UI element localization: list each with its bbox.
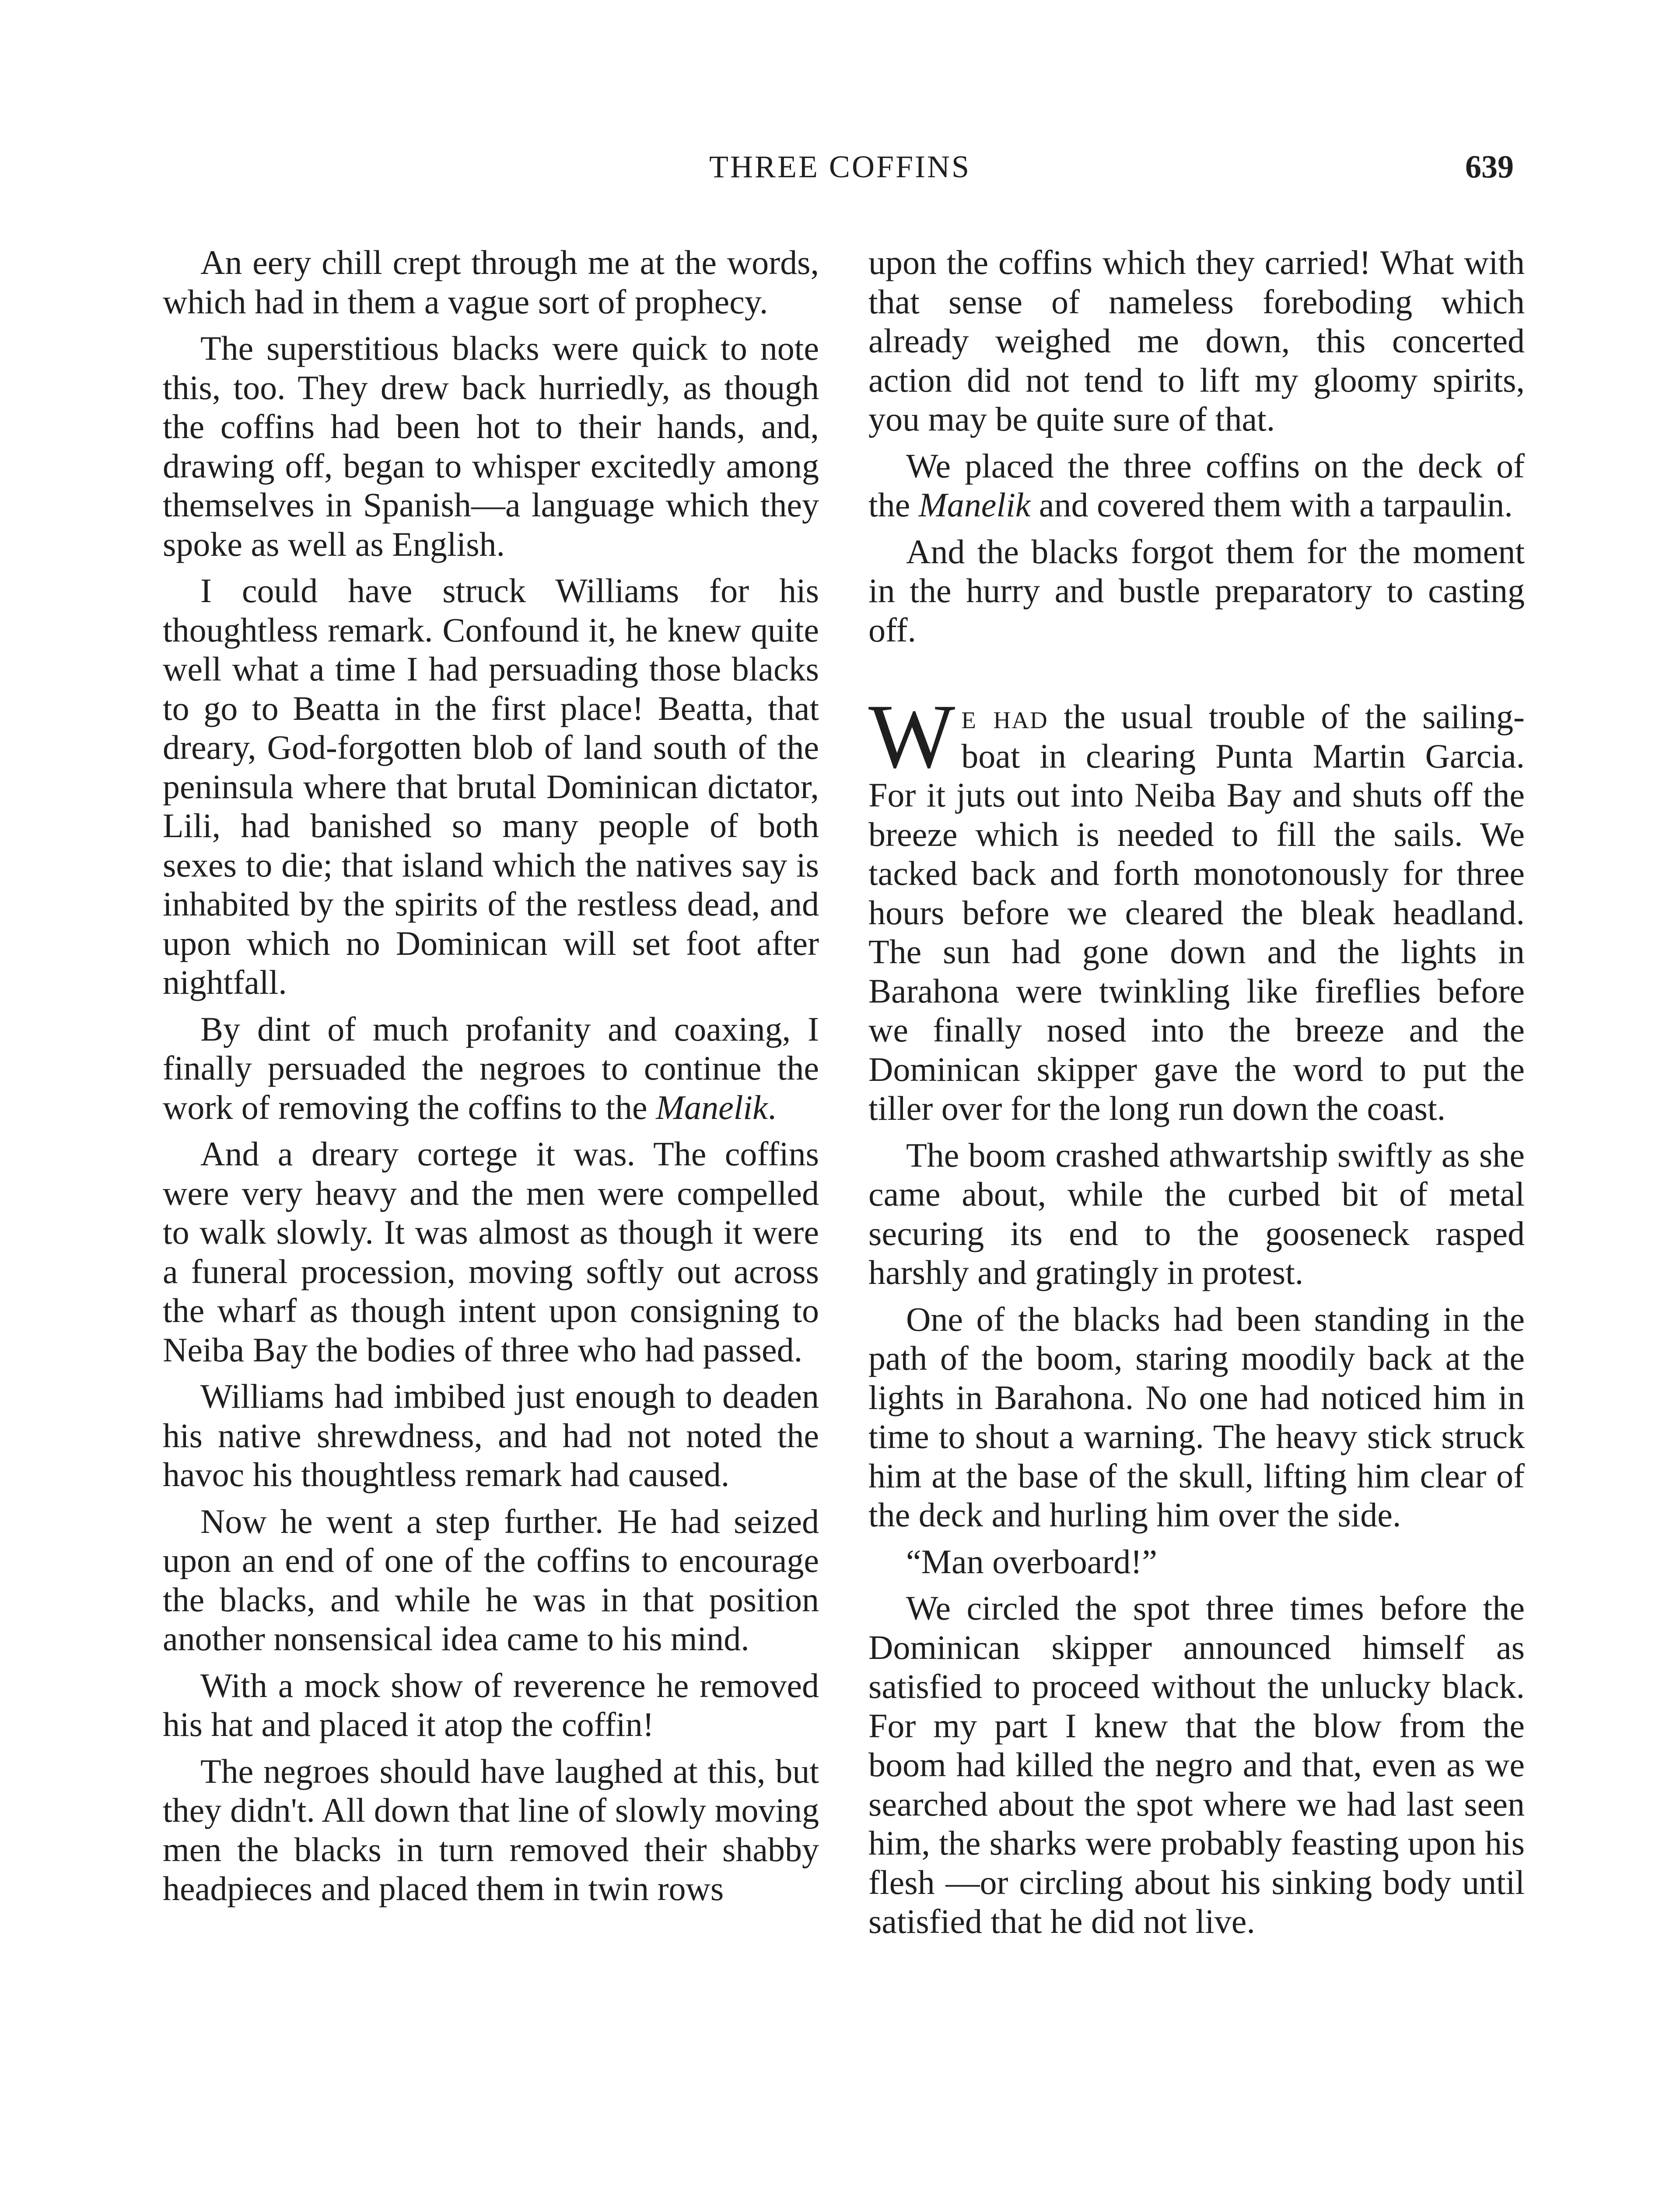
paragraph: With a mock show of reverence he removed his hat and placed it atop the coffin! <box>163 1666 819 1743</box>
paragraph: The superstitious blacks were quick to note this, too. They drew back hurriedly, as though the coffins had been hot to their hands, and, drawing off, began to whisper excitedly among themselves in Spanish—a language which they spoke as well as English. <box>163 329 819 563</box>
text-run: the usual trouble of the sailing-boat in clearing Punta Martin Garcia. For it juts out into Neiba Bay and shuts off the breeze which is needed to fill the sails. We tacked back and forth monotonously for three hours before we cleared the bleak headland. The sun had gone down and the lights in Barahona were twinkling like fireflies before we finally nosed into the breeze and the Dominican skipper gave the word to put the tiller over for the long run down the coast. <box>868 698 1525 1127</box>
paragraph: upon the coffins which they carried! What with that sense of nameless foreboding which already weighed me down, this concerted action did not tend to lift my gloomy spirits, you may be quite sure of that. <box>868 243 1525 438</box>
paragraph: I could have struck Williams for his thoughtless remark. Confound it, he knew quite well what a time I had persuading those blacks to go to Beatta in the first place! Beatta, that dreary, God-forgotten blob of land south of the peninsula where that brutal Dominican dictator, Lili, had banished so many people of both sexes to die; that island which the natives say is inhabited by the spirits of the restless dead, and upon which no Dominican will set foot after nightfall. <box>163 572 819 1001</box>
text-run: . <box>767 1088 777 1126</box>
paragraph: And the blacks forgot them for the moment in the hurry and bustle preparatory to casting off. <box>868 532 1525 649</box>
section-break <box>868 657 1525 697</box>
paragraph: We circled the spot three times before the Dominican skipper announced himself as satisfied to proceed without the unlucky black. For my part I knew that the blow from the boom had killed the negro and that, even as we searched about the spot where we had last seen him, the sharks were probably feasting upon his flesh —or circling about his sinking body until satisfied that he did not live. <box>868 1589 1525 1940</box>
paragraph: And a dreary cortege it was. The coffins were very heavy and the men were compelled to walk slowly. It was almost as though it were a funeral procession, moving softly out across the wharf as though intent upon consigning to Neiba Bay the bodies of three who had passed. <box>163 1135 819 1369</box>
ship-name: Manelik <box>656 1088 768 1126</box>
ship-name: Manelik <box>918 486 1031 524</box>
left-column <box>163 243 819 1916</box>
page-number: 639 <box>1465 149 1514 185</box>
running-title: THREE COFFINS <box>709 149 971 184</box>
paragraph: The boom crashed athwartship swiftly as she came about, while the curbed bit of metal securing its end to the gooseneck rasped harshly and gratingly in protest. <box>868 1136 1525 1291</box>
paragraph: Now he went a step further. He had seized upon an end of one of the coffins to encourage the blacks, and while he was in that position another nonsensical idea came to his mind. <box>163 1502 819 1658</box>
paragraph: An eery chill crept through me at the words, which had in them a vague sort of prophecy. <box>163 243 819 321</box>
paragraph <box>868 446 1525 525</box>
paragraph: One of the blacks had been standing in the path of the boom, staring moodily back at the lights in Barahona. No one had noticed him in time to shout a warning. The heavy stick struck him at the base of the skull, lifting him clear of the deck and hurling him over the side. <box>868 1300 1525 1534</box>
text-run: and covered them with a tarpaulin. <box>1030 486 1513 524</box>
paragraph: The negroes should have laughed at this, but they didn't. All down that line of slowly moving men the blacks in turn removed their shabby headpieces and placed them in twin rows <box>163 1752 819 1907</box>
text-run: By dint of much profanity and coaxing, I finally persuaded the negroes to continue the work of removing the coffins to the <box>163 1010 819 1126</box>
text-run: We placed the three coffins on the deck of the <box>868 446 1525 524</box>
paragraph: Williams had imbibed just enough to deaden his native shrewdness, and had not noted the havoc his thoughtless remark had caused. <box>163 1377 819 1494</box>
paragraph <box>163 1010 819 1127</box>
paragraph <box>868 686 1525 1128</box>
right-column <box>868 243 1525 1949</box>
drop-cap: W <box>868 686 956 787</box>
small-caps-lead: e had <box>961 698 1048 736</box>
paragraph: “Man overboard!” <box>906 1542 1157 1581</box>
page-header <box>166 149 1514 193</box>
